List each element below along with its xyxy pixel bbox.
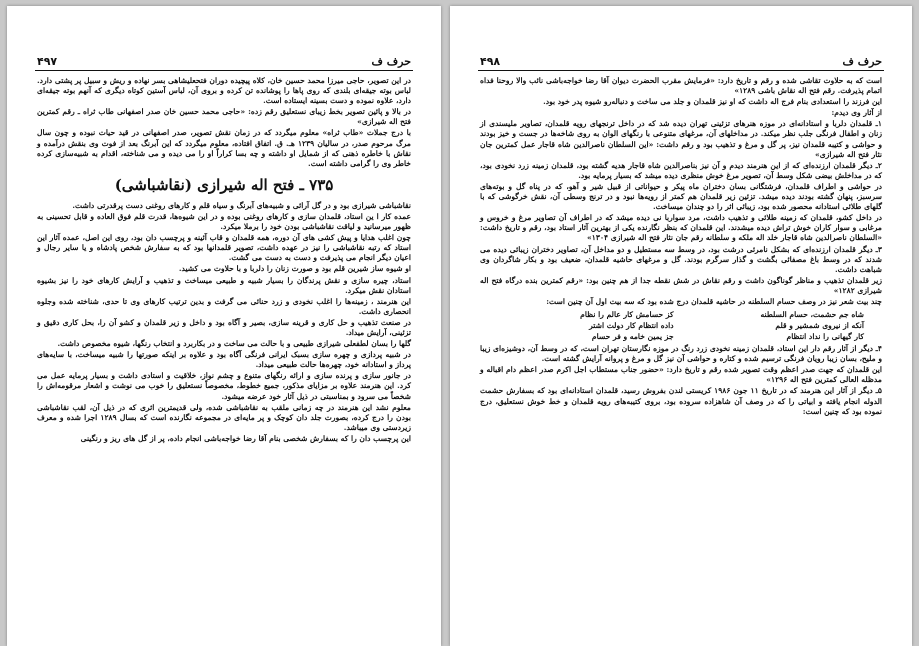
header-title: حرف ف xyxy=(842,54,882,68)
paragraph: چون اغلب هدایا و پیش کشی های آن دوره، همه قلمدان و قاب آئینه و پرچسب دان بود، روی این اصل، عمده آثار این استاد که رتبه نقاشباشی را نیز در عهده داشت، تصویر قلمدانها بود که به سفارش شخص پادشاه و یا سایر رجال و اعیان دیگر انجام می پذیرفت و دست به دست می گشت. xyxy=(37,233,411,263)
paragraph: ۱ـ قلمدان دلربا و استادانه‌ای در موزه هنرهای تزئینی تهران دیده شد که در داخل ترنجهای رویه قلمدان، تصاویر ملیسندی از زنان و اطفال فرنگی جلب نظر میکند. در مداخلهای آن، مرغهای متنوعی با رنگهای الوان به روی شاخه‌ها در جست و خیز بودند و حواشی و کتیبه قلمدان نیز، پر گل و مرغ و تذهیب بود و رقم داشت: «این السلطان ناصرالدین شاه قاجار عمل کمترین جان نثار فتح اله شیرازی» xyxy=(480,119,882,159)
hemistich-right: شاه جم حشمت، حسام السلطنه xyxy=(760,310,864,320)
paragraph: ۲ـ دیگر قلمدان ارزنده‌ای که از این هنرمند دیدم و آن نیز بناصرالدین شاه قاجار هدیه گشته بود، قلمدان زمینه زرد نخودی بود، که در مداخلش بیضی شکل وسط آن، تصویر مرغ خوش منظری دیده میشد که بسیار پرمایه بود. xyxy=(480,160,882,180)
book-page-left xyxy=(7,6,441,646)
paragraph: او شیوه ساز شیرین قلم بود و صورت زنان را دلربا و با حلاوت می کشید. xyxy=(178,264,411,274)
paragraph: عمده کار ا ین استاد، قلمدان سازی و کارهای روغنی بوده و در این شیوه‌ها، قدرت قلم فوق العاده و قابل تحسینی به ظهور میرسانید و لیاقت نقاشباشی بودن خود را برملا میکرد. xyxy=(37,211,411,232)
paragraph: در صنعت تذهیب و حل کاری و قرینه سازی، بصیر و آگاه بود و داخل و زیر قلمدان و کشو آن را، بحل کاری دقیق و تزئینی، آرایش میداد. xyxy=(37,317,411,337)
paragraph: در بالا و پائین تصویر بخط زیبای نستعلیق رقم زده: «حاجی محمد حسین خان صدر اصفهانی طاب ثراه ـ رقم کمترین فتح اله شیرازی» xyxy=(37,107,411,127)
poem-verse xyxy=(498,320,864,331)
paragraph: در داخل کشو، قلمدان که زمینه طلائی و تذهیب داشت، مرد سواربا نی دیده میشد که در اطراف آن تصاویر مرغ و خروس و مرغابی و سوار کاران خوش تراش دیده میشدند. این قلمدان که بنظر نگارنده یکی از بهترین آثار استاد بود، رقم و تاریخ داشت: «السلطان ناصرالدین شاه قاجار خلد اله ملکه و سلطانه رقم جان نثار فتح اله شیرازی ۱۳۰۴» xyxy=(480,213,882,243)
hemistich-left: جز یمین خامه و فر حسام xyxy=(591,332,674,342)
book-page-right xyxy=(450,6,912,646)
hemistich-left: کز حسامش کار عالم را نظام xyxy=(580,310,674,320)
paragraph: این فرزند را استعدادی بنام فرج اله داشت که او نیز قلمدان و جلد می ساخت و دنباله‌رو شیوه پدر خود بود. xyxy=(543,97,882,107)
poem-verse xyxy=(498,331,864,342)
paragraph: است که به حلاوت تقاشی شده و رقم و تاریخ دارد: «فرمایش مقرب الحضرت دیوان آقا رضا خواجه‌باشی نائب والا روحنا فداه اتمام پذیرفت. رقم فتح اله نقاش باشی ۱۲۸۹» xyxy=(480,76,882,96)
paragraph: این پرچسب دان را که بسفارش شخصی بنام آقا رضا خواجه‌باشی انجام داده، پر از گل های ریز و رنگینی xyxy=(80,433,411,443)
paragraph: معلوم نشد این هنرمند در چه زمانی ملقب به نقاشباشی شده، ولی قدیمترین اثری که در ذیل آن، لقب نقاشباشی بودن را درج کرده، بصورت جلد دان کوچک و پر مایه‌ای در مجموعه نگارنده است که بسال ۱۲۸۹ اجرا شده و معرف زیردستی وی میباشد. xyxy=(37,402,412,432)
hemistich-right: کار گیهانی را نداد انتظام xyxy=(786,332,864,342)
paragraph: زیر قلمدان تذهیب و مناظر گوناگون داشت و رقم نقاش در شش نقطه جدا از هم چنین بود: «رقم کمترین بنده درگاه فتح اله شیرازی ۱۲۸۲» xyxy=(480,275,882,295)
poem xyxy=(498,309,864,342)
page-number: ۴۹۸ xyxy=(480,54,501,68)
paragraph: گلها را بسان لطفعلی شیرازی طبیعی و با حالت می ساخت و در بکاربرد و انتخاب رنگها، شیوه مخصوص داشت. xyxy=(57,339,411,349)
header-rule xyxy=(35,70,413,71)
paragraph: ۳ـ دیگر قلمدان ارزنده‌ای که بشکل نامرئی درشت بود، در وسط سه مستطیل و دو مداخل آن، تصاویر دختران زیبائی دیده می شدند که در وسط باغ مصفائی بگشت و گذار سرگرم بودند. گل و مرغهای حاشیه قلمدان، ضعیف بود و بکار شاگردان وی شباهت داشت. xyxy=(480,244,882,274)
paragraph: در حواشی و اطراف قلمدان، فرشتگانی بسان دختران ماه پیکر و حیواناتی از قبیل شیر و آهو، که در پناه گل و بوته‌های سرسبز، پنهان گشته بودند دیده میشد. تزئین زیر قلمدان هم کمتر از رویه‌ها نبود و در ترنج وسطی آن، نقش خرگوشی که با گلهای طلائی استادانه محصور شده بود، زیبائی اثر را دو چندان میساخت. xyxy=(480,181,882,212)
paragraph: در شبیه پردازی و چهره سازی بسبک ایرانی فرنگی آگاه بود و علاوه بر اینکه صورتها را شبیه میساخت، با سایه‌های پرداز و استادانه خود، چهره‌ها حالت طبیعی میداد. xyxy=(37,350,411,370)
paragraph: در این تصویر، حاجی میرزا محمد حسین خان، کلاه پیچیده دوران فتحعلیشاهی بسر نهاده و ریش و سبیل پر پشتی دارد. لباس بوته جیقه‌ای بلندی که روی پاها را پوشانده تن کرده و بروی آن، لباس آستین کوتاه دیگری که آنهم بوته جیقه‌ای دارد، علاوه نموده و دست بسینه ایستاده است. xyxy=(37,76,411,106)
page-header-left xyxy=(37,54,411,68)
paragraph: چند بیت شعر نیز در وصف حسام السلطنه در حاشیه قلمدان درج شده بود که سه بیت اول آن چنین است: xyxy=(546,296,882,306)
entry-title: ۷۳۵ ـ فتح اله شیرازی (نقاشباشی) xyxy=(114,175,334,194)
page-number: ۴۹۷ xyxy=(37,54,58,68)
paragraph: ۴ـ دیگر از آثار رقم دار این استاد، قلمدان زمینه نخودی زرد رنگ در موزه نگارستان تهران است، که در وسط آن، دوشیزه‌ای زیبا و ملیح، بسان زیبا رویان فرنگی ترسیم شده و کتاره و حواشی آن نیز گل و مرغ و پروانه آرایش گشته است. xyxy=(480,344,882,364)
paragraph: در جانور سازی و پرنده سازی و ارائه رنگهای متنوع و چشم نواز، خلاقیت و استادی داشت و بسیار پرمایه عمل می کرد. این هنرمند علاوه بر مزایای مذکور، جمیع خطوط، مخصوصاً نستعلیق را خوب می نوشت و اشعار مرقومه‌اش را شخصاً می سرود و بمناسبتی در ذیل آثار خود عرضه میشود. xyxy=(37,371,411,401)
paragraph: استاد، چیره‌ سازی و نقش پرندگان را بسیار شبیه و طبیعی میساخت و تذهیب و آرایش کارهای خود را نیز بشیوه استادان نقش میکرد. xyxy=(37,275,411,295)
poem-verse xyxy=(498,309,864,320)
paragraph: نقاشباشی شیرازی بود و در گل آرائی و شبیه‌های آبرنگ و سیاه قلم و کارهای روغنی دست پرقدرتی داشت. xyxy=(72,200,411,210)
page-body-left xyxy=(37,76,411,646)
paragraph: از آثار وی دیدم: xyxy=(831,108,882,118)
paragraph: این قلمدان که جهت صدر اعظم وقت تصویر شده رقم و تاریخ دارد: «حضور جناب مستطاب اجل اکرم صدر اعظم دام اقباله و مدظله العالی کمترین فتح اله ۱۲۹۶» xyxy=(480,365,882,385)
paragraph: ۵ـ دیگر از آثار این هنرمند که در تاریخ ۱۱ جون ۱۹۸۶ کریستی لندن بفروش رسید، قلمدان استادانه‌ای بود که بسفارش حشمت الدوله انجام یافته و ابیاتی را که در وصف آن شاهزاده سروده بود، بروی کتیبه‌های رویه قلمدان و خط خوش نستعلیق، درج نموده بود که چنین است: xyxy=(480,386,883,416)
header-title: حرف ف xyxy=(371,54,411,68)
paragraph: این هنرمند ، زمینه‌ها را اغلب نخودی و زرد حنائی می گرفت و بدین ترتیب کارهای وی تا حدی، شناخته شده وجلوه انحصاری داشت. xyxy=(37,296,411,316)
paragraph: با درج جملات «طاب ثراه» معلوم میگردد که در زمان نقش تصویر، صدر اصفهانی در قید حیات نبوده و چون سال مرگ مرحوم صدر، در سالیان ۱۲۳۹ هـ. ق. اتفاق افتاده، معلوم میگردد که این آبرنگ بعد از فوت وی بنقش درآمده و نقاش با خاطره ذهنی که از شمایل او داشته و چه بسا کراراً او را می دیده و می شناخته، اقدام به شبیه‌سازی کرده خاطر وی را گرامی داشته است. xyxy=(37,128,412,168)
header-rule xyxy=(478,70,884,71)
hemistich-left: داده انتظام کار دولت اشتر xyxy=(589,321,674,331)
hemistich-right: آنکه از نیروی شمشیر و قلم xyxy=(775,321,864,331)
page-body-right xyxy=(480,76,882,646)
page-header-right xyxy=(480,54,882,68)
